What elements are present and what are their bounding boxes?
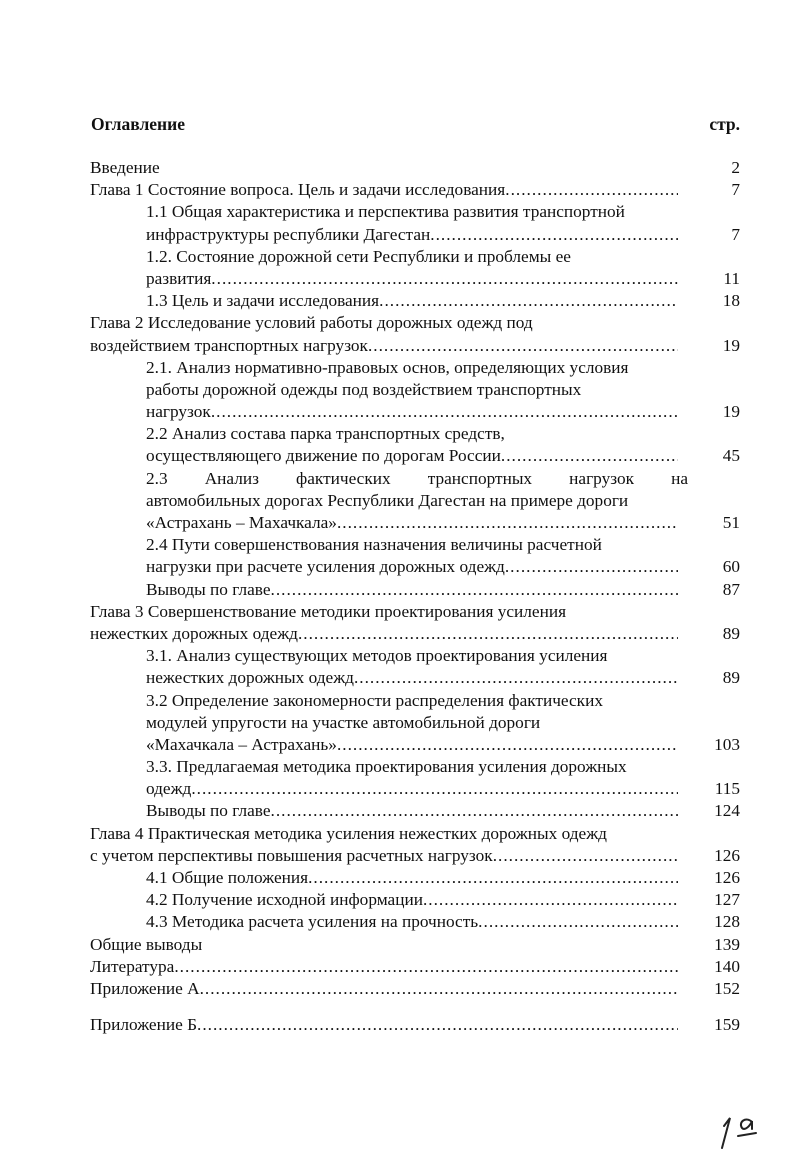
toc-entry-text: 1.3 Цель и задачи исследования [146,291,380,311]
toc-entry-text: воздействием транспортных нагрузок [90,335,368,355]
toc-page-number: 2 [731,158,740,177]
toc-entry-text: Выводы по главе [146,579,271,599]
toc-entry-text: Глава 4 Практическая методика усиления нежестких дорожных одежд [90,823,607,843]
toc-entry[interactable] [90,911,740,933]
dot-leader [271,800,679,822]
toc-line [90,335,740,357]
toc-line [90,601,740,623]
toc-entry-text: нагрузки при расчете усиления дорожных одежд [146,557,505,577]
toc-entry-text: нежестких дорожных одежд [90,623,298,643]
toc-entry-text: развития [146,268,212,288]
toc-line [90,468,740,490]
toc-entry-text: Введение [90,158,160,177]
toc-entry-text: инфраструктуры республики Дагестан [146,224,431,244]
toc-line [90,157,740,179]
handwritten-page-mark [716,1112,766,1152]
toc-entry[interactable] [90,1014,740,1036]
toc-line [90,268,740,290]
toc-page-number: 18 [722,291,740,311]
page-column-label: стр. [709,114,740,134]
toc-entry[interactable] [90,290,740,312]
toc-page-number: 124 [714,801,740,821]
toc-page-number: 7 [731,224,740,244]
toc-entry[interactable] [90,179,740,201]
toc-line [90,312,740,334]
toc-entry-text: 1.2. Состояние дорожной сети Республики и проблемы ее [146,246,571,266]
toc-page-number: 115 [714,779,740,799]
toc-entry-text: Приложение А [90,978,200,998]
toc-entry[interactable] [90,956,740,978]
toc-entry[interactable] [90,800,740,822]
toc-line [90,423,740,445]
dot-leader [354,667,678,689]
toc-entry-text: 3.2 Определение закономерности распределения фактических [146,690,603,710]
dot-leader [271,579,679,601]
dot-leader [174,956,678,978]
toc-entry-text: 4.3 Методика расчета усиления на прочность [146,912,479,932]
toc-entry[interactable] [90,978,740,1000]
toc-page-number: 152 [714,978,740,998]
toc-entry-text: одежд [146,779,192,799]
toc-entry-text: работы дорожной одежды под воздействием транспортных [146,379,582,399]
toc-entry-text: 2.3 Анализ фактических транспортных нагрузок на [146,468,688,488]
toc-entry[interactable] [90,312,740,356]
toc-entry-text: 4.1 Общие положения [146,868,309,887]
toc-line [90,1014,740,1036]
toc-entry-text: Глава 2 Исследование условий работы дорожных одежд под [90,313,533,333]
toc-entry-text: Выводы по главе [146,801,271,821]
toc-entry[interactable] [90,690,740,757]
toc-entry[interactable] [90,601,740,645]
toc-line [90,290,740,312]
toc-entry[interactable] [90,645,740,689]
dot-leader [308,867,678,889]
toc-line [90,623,740,645]
toc-page-number: 89 [722,668,740,688]
toc-line [90,357,740,379]
dot-leader [430,224,678,246]
dot-leader [211,268,678,290]
toc-page-number: 19 [722,335,740,355]
toc-entry-text: 1.1 Общая характеристика и перспектива развития транспортной [146,202,625,222]
dot-leader [337,512,678,534]
toc-page-number: 126 [714,868,740,887]
toc-entry[interactable] [90,823,740,867]
dot-leader [505,556,678,578]
toc-entry[interactable] [90,889,740,911]
dot-leader [423,889,678,911]
toc-line [90,734,740,756]
toc-entry-text: автомобильных дорогах Республики Дагестан на примере дороги [146,490,629,510]
toc-page-number: 103 [714,734,740,754]
toc-line [90,956,740,978]
dot-leader [493,845,678,867]
toc-line [90,246,740,268]
dot-leader [337,734,678,756]
dot-leader [200,978,678,1000]
toc-entry[interactable] [90,157,740,179]
toc-line [90,579,740,601]
toc-line [90,690,740,712]
toc-line [90,800,740,822]
toc-entry[interactable] [90,867,740,889]
toc-line [90,179,740,201]
toc-entry-text: 3.3. Предлагаемая методика проектирования усиления дорожных [146,757,627,777]
dot-leader [379,290,678,312]
toc-entry-text: модулей упругости на участке автомобильной дороги [146,712,541,732]
toc-page-number: 51 [722,513,740,532]
dot-leader [478,911,678,933]
toc-page-number: 159 [714,1015,740,1035]
toc-title: Оглавление [91,114,185,134]
toc-page-number: 140 [714,956,740,976]
toc-entry[interactable] [90,579,740,601]
toc-line [90,978,740,1000]
toc-line [90,512,740,534]
toc-entry-text: 2.1. Анализ нормативно-правовых основ, определяющих условия [146,357,629,377]
toc-line [90,201,740,223]
toc-entry-text: Литература [90,956,175,976]
toc-page-number: 87 [722,579,740,599]
toc-entry-text: 2.4 Пути совершенствования назначения величины расчетной [146,535,602,555]
toc-entry[interactable] [90,423,740,467]
toc-entry-text: Общие выводы [90,934,203,954]
toc-line [90,445,740,467]
toc-entry[interactable] [90,468,740,535]
toc-entry-text: Глава 1 Состояние вопроса. Цель и задачи исследования [90,180,506,200]
toc-entry-text: Глава 3 Совершенствование методики проектирования усиления [90,601,567,621]
toc-page-number: 7 [731,180,740,200]
dot-leader [501,445,678,467]
toc-entry-text: 2.2 Анализ состава парка транспортных средств, [146,424,505,444]
toc-line [90,401,740,423]
toc-page-number: 19 [722,402,740,422]
toc-line [90,379,740,401]
toc-page-number: 128 [714,912,740,932]
dot-leader [211,401,678,423]
toc-line [90,867,740,889]
toc-line [90,756,740,778]
toc-page-number: 89 [722,623,740,643]
dot-leader [191,778,678,800]
toc-entry[interactable] [90,934,740,956]
toc-line [90,845,740,867]
toc-entry[interactable] [90,246,740,290]
toc-entry-text: нежестких дорожных одежд [146,668,354,688]
toc-line [90,534,740,556]
toc-entry-text: осуществляющего движение по дорогам России [146,446,501,466]
toc-line [90,889,740,911]
toc-page-number: 60 [722,557,740,577]
toc-entry-text: «Астрахань – Махачкала» [146,513,337,532]
toc-entry-text: с учетом перспективы повышения расчетных нагрузок [90,845,493,865]
toc-line [90,778,740,800]
toc-line [90,823,740,845]
toc-page-number: 127 [714,890,740,910]
toc-line [90,490,740,512]
toc-entry[interactable] [90,756,740,800]
dot-leader [505,179,678,201]
toc-page-number: 45 [722,446,740,466]
toc-page-number: 11 [723,268,740,288]
dot-leader [298,623,678,645]
toc-page-number: 126 [714,845,740,865]
toc-entry[interactable] [90,201,740,245]
toc-line [90,224,740,246]
toc-line [90,645,740,667]
toc-entry-text: «Махачкала – Астрахань» [146,734,337,754]
toc-line [90,934,740,956]
toc-entry[interactable] [90,357,740,424]
table-of-contents [90,157,740,1036]
toc-line [90,712,740,734]
dot-leader [197,1014,678,1036]
toc-entry-text: 3.1. Анализ существующих методов проектирования усиления [146,646,608,666]
toc-line [90,667,740,689]
dot-leader [368,335,678,357]
toc-entry-text: Приложение Б [90,1015,197,1035]
toc-page-number: 139 [714,934,740,954]
toc-line [90,911,740,933]
toc-entry-text: 4.2 Получение исходной информации [146,890,423,910]
toc-entry[interactable] [90,534,740,578]
toc-entry-text: нагрузок [146,402,211,422]
toc-line [90,556,740,578]
